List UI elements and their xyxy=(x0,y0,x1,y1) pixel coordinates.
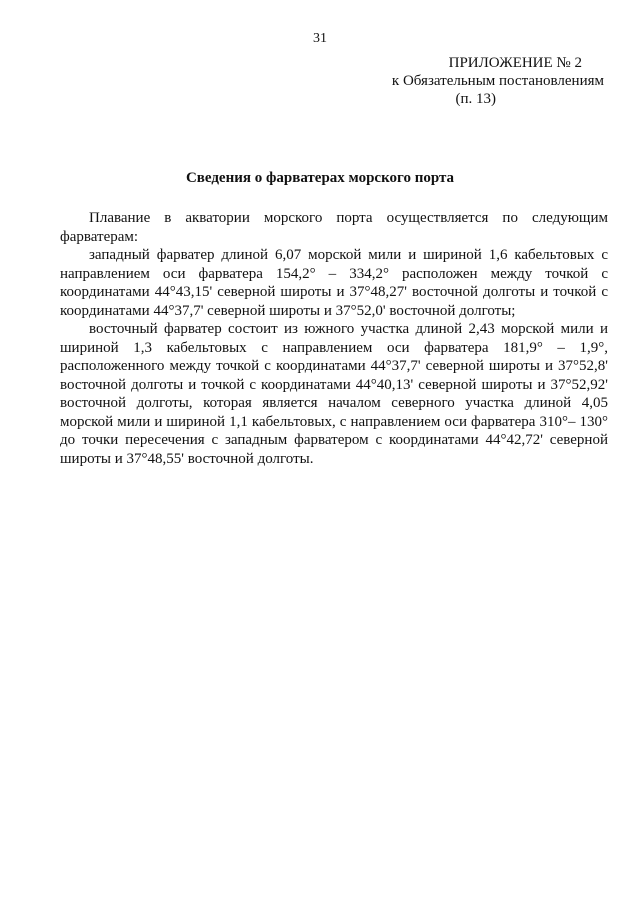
appendix-clause: (п. 13) xyxy=(455,91,496,107)
paragraph-eastern-fairway: восточный фарватер состоит из южного участка длиной 2,43 морской мили и шириной 1,3 кабельтовых с направлением оси фарватера 181,9° – 1,9°, расположенного между точкой с координатами 44°37,7' северной широты и 37°52,8' восточной долготы и точкой с координатами 44°40,13' северной широты и 37°52,92' восточной долготы, которая является началом северного участка длиной 4,05 морской мили и шириной 1,1 кабельтовых, с направлением оси фарватера 310°– 130° до точки пересечения с западным фарватером с координатами 44°42,72' северной широты и 37°48,55' восточной долготы. xyxy=(60,321,608,467)
appendix-title: ПРИЛОЖЕНИЕ № 2 xyxy=(448,55,582,71)
paragraph-western-fairway: западный фарватер длиной 6,07 морской мили и шириной 1,6 кабельтовых с направлением оси фарватера 154,2° – 334,2° расположен между точкой с координатами 44°43,15' северной широты и 37°48,27' восточной долготы и точкой с координатами 44°37,7' северной широты и 37°52,0' восточной долготы; xyxy=(60,247,608,319)
appendix-reference: к Обязательным постановлениям xyxy=(391,73,604,89)
paragraph-intro: Плавание в акватории морского порта осуществляется по следующим фарватерам: xyxy=(60,210,608,245)
page-number: 31 xyxy=(313,31,327,46)
document-body xyxy=(60,209,608,468)
document-title: Сведения о фарватерах морского порта xyxy=(185,170,455,186)
appendix-header xyxy=(392,54,604,108)
